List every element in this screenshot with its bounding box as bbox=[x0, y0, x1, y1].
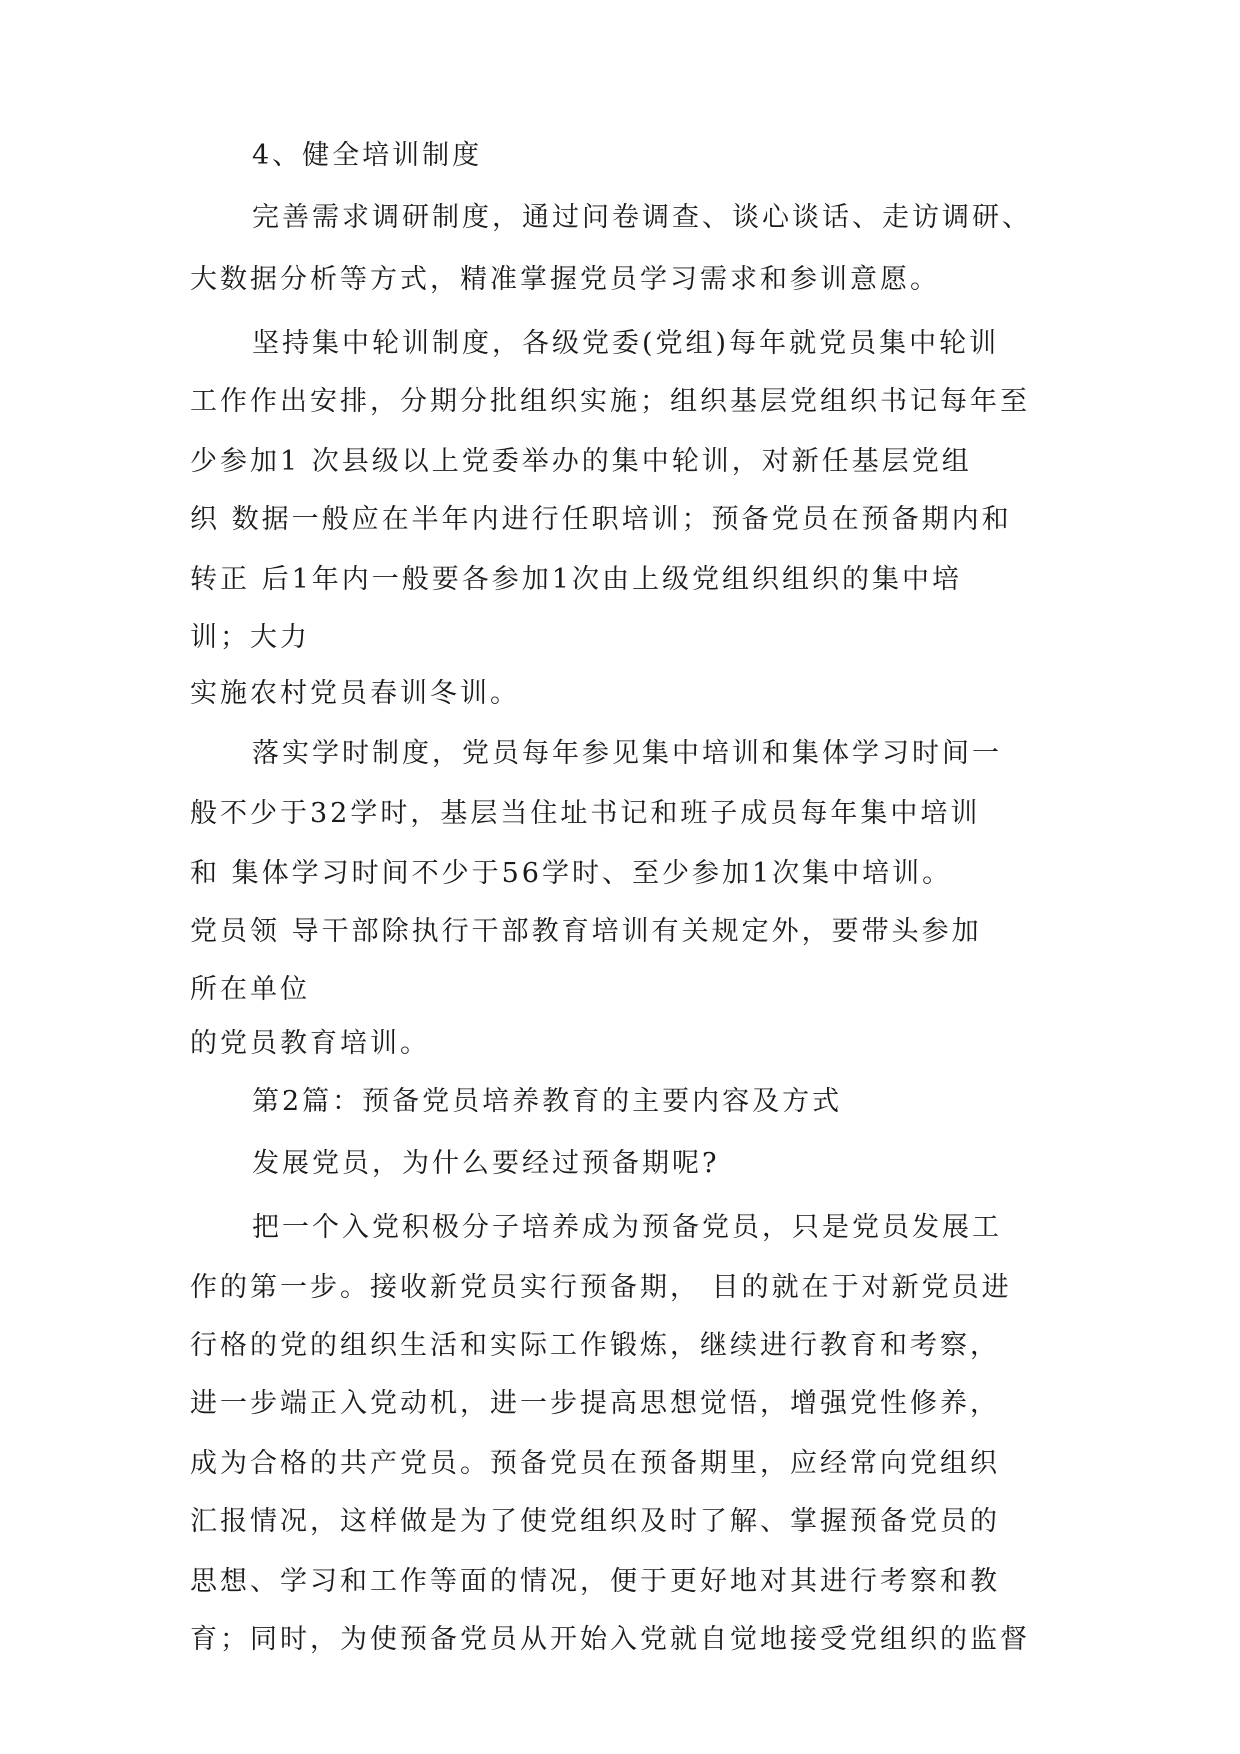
article-title: 第2篇：预备党员培养教育的主要内容及方式 bbox=[252, 1086, 843, 1117]
paragraph-line: 汇报情况，这样做是为了使党组织及时了解、掌握预备党员的 bbox=[190, 1506, 1000, 1537]
paragraph-line: 所在单位 bbox=[190, 974, 310, 1005]
paragraph-line: 训；大力 bbox=[190, 622, 310, 653]
paragraph-line: 育；同时，为使预备党员从开始入党就自觉地接受党组织的监督 bbox=[190, 1624, 1030, 1655]
paragraph-line: 完善需求调研制度，通过问卷调查、谈心谈话、走访调研、 bbox=[252, 202, 1032, 233]
paragraph-line: 思想、学习和工作等面的情况，便于更好地对其进行考察和教 bbox=[190, 1566, 1000, 1597]
paragraph-line: 的党员教育培训。 bbox=[190, 1028, 430, 1059]
paragraph-line: 落实学时制度，党员每年参见集中培训和集体学习时间一 bbox=[252, 738, 1002, 769]
paragraph-line: 发展党员，为什么要经过预备期呢? bbox=[252, 1148, 720, 1179]
paragraph-line: 作的第一步。接收新党员实行预备期， 目的就在于对新党员进 bbox=[190, 1272, 1012, 1303]
paragraph-line: 少参加1 次县级以上党委举办的集中轮训，对新任基层党组 bbox=[190, 446, 972, 477]
paragraph-line: 织 数据一般应在半年内进行任职培训；预备党员在预备期内和 bbox=[190, 504, 1012, 535]
paragraph-line: 把一个入党积极分子培养成为预备党员，只是党员发展工 bbox=[252, 1212, 1002, 1243]
paragraph-line: 工作作出安排，分期分批组织实施；组织基层党组织书记每年至 bbox=[190, 386, 1030, 417]
paragraph-line: 党员领 导干部除执行干部教育培训有关规定外，要带头参加 bbox=[190, 916, 982, 947]
paragraph-line: 大数据分析等方式，精准掌握党员学习需求和参训意愿。 bbox=[190, 264, 940, 295]
paragraph-line: 行格的党的组织生活和实际工作锻炼，继续进行教育和考察， bbox=[190, 1330, 1000, 1361]
paragraph-line: 和 集体学习时间不少于56学时、至少参加1次集中培训。 bbox=[190, 858, 953, 889]
paragraph-line: 坚持集中轮训制度，各级党委(党组)每年就党员集中轮训 bbox=[252, 328, 1000, 359]
paragraph-line: 般不少于32学时，基层当住址书记和班子成员每年集中培训 bbox=[190, 798, 981, 829]
paragraph-line: 转正 后1年内一般要各参加1次由上级党组织组织的集中培 bbox=[190, 564, 962, 595]
section-heading: 4、健全培训制度 bbox=[252, 140, 483, 171]
paragraph-line: 实施农村党员春训冬训。 bbox=[190, 678, 520, 709]
paragraph-line: 成为合格的共产党员。预备党员在预备期里，应经常向党组织 bbox=[190, 1448, 1000, 1479]
paragraph-line: 进一步端正入党动机，进一步提高思想觉悟，增强党性修养， bbox=[190, 1388, 1000, 1419]
